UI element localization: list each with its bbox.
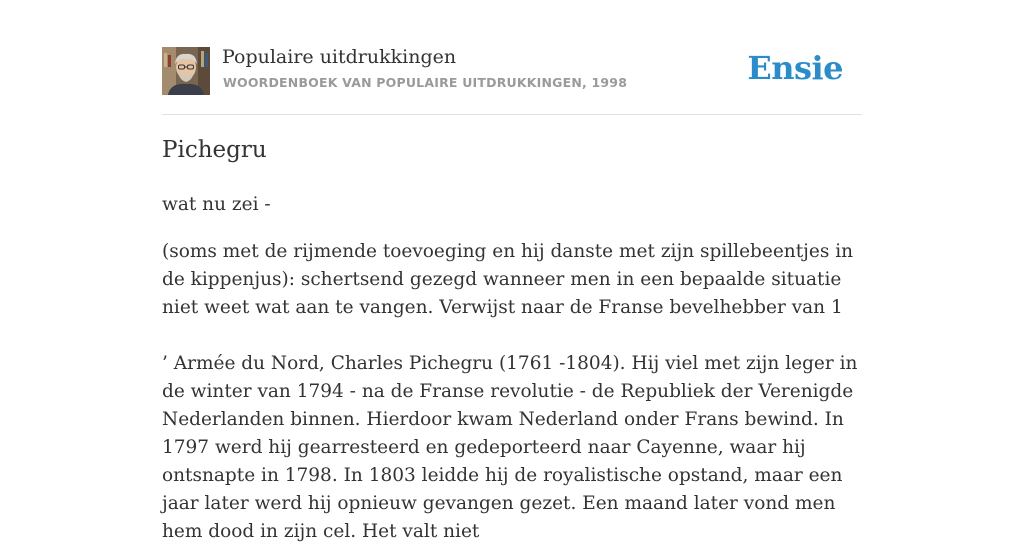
entry-paragraph: (soms met de rijmende toevoeging en hij danste met zijn spillebeentjes in de kippenjus): schertsend gezegd wanneer men in een bepaalde situatie niet weet wat aan te vangen. Verwijst naar de Franse bevelhebber van 1 [162,241,854,318]
entry-lead: wat nu zei - [162,194,271,215]
entry-paragraph: ’ Armée du Nord, Charles Pichegru (1761 -1804). Hij viel met zijn leger in de winter van 1794 - na de Franse revolutie - de Republiek der Verenigde Nederlanden binnen. Hierdoor kwam Nederland onder Frans bewind. In 1797 werd hij gearresteerd en gedeporteerd naar Cayenne, waar hij ontsnapte in 1798. In 1803 leidde hij de royalistische opstand, maar een jaar later werd hij opnieuw gevangen gezet. Een maand later vond men hem dood in zijn cel. Het valt niet [162,353,858,542]
avatar[interactable] [162,47,210,95]
source-subtitle: WOORDENBOEK VAN POPULAIRE UITDRUKKINGEN, 1998 [223,75,628,90]
source-header [162,46,862,115]
author-portrait-icon [162,47,210,95]
source-name[interactable]: Populaire uitdrukkingen [222,46,457,68]
entry-body [162,191,862,546]
ensie-logo[interactable]: Ensie [747,49,843,87]
page-title: Pichegru [162,137,267,163]
